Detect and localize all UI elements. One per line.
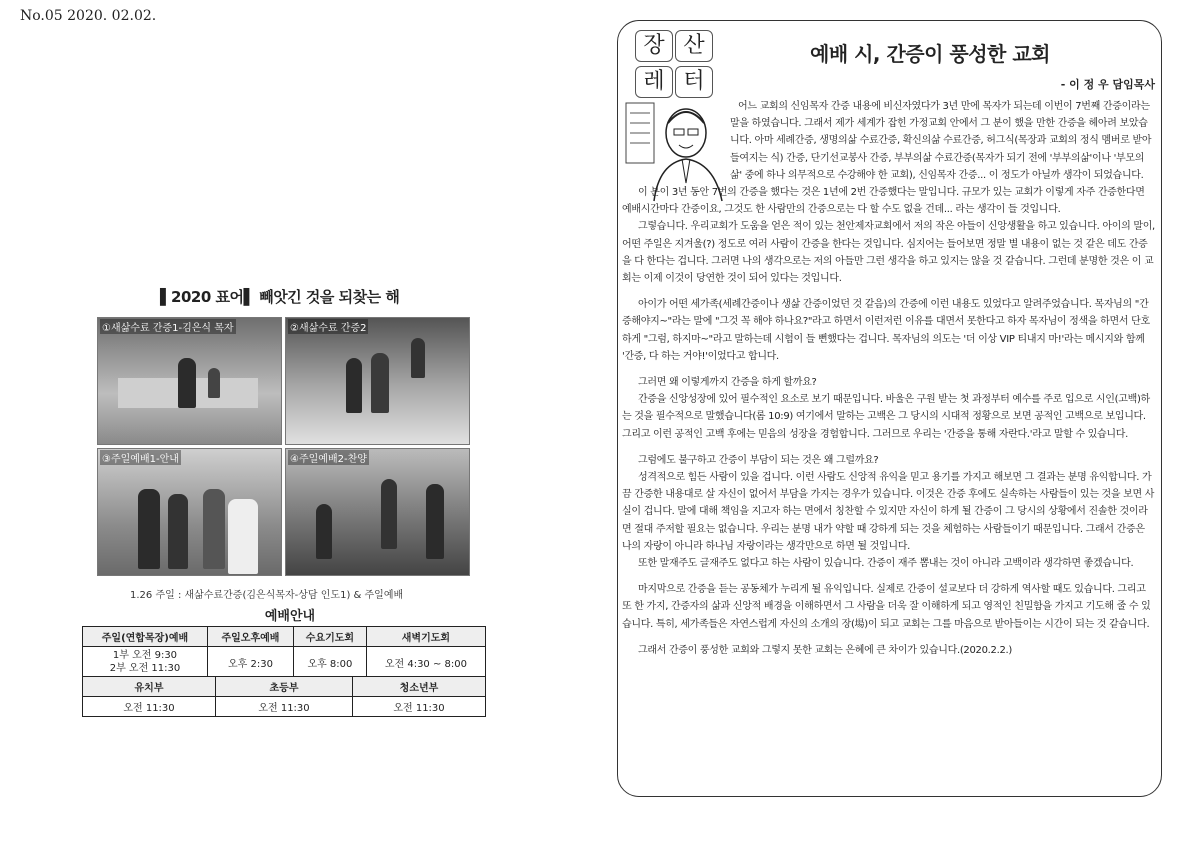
annual-motto: ▌2020 표어▌ 빼앗긴 것을 되찾는 해 xyxy=(160,288,400,306)
table-header: 유치부 xyxy=(83,677,216,697)
badge-char: 레 xyxy=(635,66,673,98)
paragraph: 간증을 신앙성장에 있어 필수적인 요소로 보기 때문입니다. 바울은 구원 받는 첫 과정부터 예수를 주로 입으로 시인(고백)하는 것을 필수적으로 말했습니다(롬 10:9) 여기에서 말하는 고백은 그 당시의 시대적 정황으로 보면 공적인 고백으로 보입니다. 그리고 이런 공적인 고백 후에는 믿음의 성장을 경험합니다. 그러므로 우리는 '간증을 통해 자란다.'라고 말할 수 있습니다. xyxy=(622,394,1150,440)
table-cell xyxy=(83,647,208,678)
photo-label: ④주일예배2-찬양 xyxy=(288,450,369,465)
photo-label: ②새삶수료 간증2 xyxy=(288,319,368,334)
paragraph: 마지막으로 간증을 듣는 공동체가 누리게 될 유익입니다. 실제로 간증이 설교보다 더 강하게 역사할 때도 있습니다. 그리고 또 한 가지, 간증자의 삶과 신앙적 배경을 이해하면서 그 사람을 더욱 잘 이해하게 되고 영적인 친밀함을 가지고 기도해 줄 수 있습니다. 특히, 세가족들은 자연스럽게 자신의 소개의 장(場)이 되고 교회는 그를 마음으로 받아들이는 시간이 되는 것 같습니다. xyxy=(622,584,1151,630)
table-cell: 오전 11:30 xyxy=(83,697,216,717)
badge-char: 장 xyxy=(635,30,673,62)
paragraph: 그럼에도 불구하고 간증이 부담이 되는 것은 왜 그럴까요? xyxy=(638,454,879,466)
service-time: 1부 오전 9:30 xyxy=(112,650,178,661)
column-badge xyxy=(635,30,715,100)
article-title: 예배 시, 간증이 풍성한 교회 xyxy=(810,42,1050,66)
table-cell: 오전 11:30 xyxy=(353,697,486,717)
paragraph: 또한 말재주도 글재주도 없다고 하는 사람이 있습니다. 간증이 재주 뽐내는 것이 아니라 고백이라 생각하면 좋겠습니다. xyxy=(638,558,1134,570)
table-header: 수요기도회 xyxy=(294,627,367,647)
paragraph: 그러면 왜 이렇게까지 간증을 하게 할까요? xyxy=(638,377,817,389)
article-body xyxy=(622,98,1155,659)
photo-testimony-1 xyxy=(97,317,282,445)
issue-date: No.05 2020. 02.02. xyxy=(20,8,157,24)
photo-caption: 1.26 주일 : 새삶수료간증(김은식목자-상담 인도1) & 주일예배 xyxy=(130,590,404,601)
badge-char: 터 xyxy=(675,66,713,98)
photo-label: ③주일예배1-안내 xyxy=(100,450,181,465)
paragraph: 아이가 어떤 세가족(세례간증이나 생삶 간증이었던 것 같음)의 간증에 이런 내용도 있었다고 알려주었습니다. 목자님의 "간증해야지~"라는 말에 "그것 꼭 해야 하나요?"라고 하면서 이런저런 이유를 대면서 못한다고 하자 목자님이 정색을 하면서 단호하게 "그럼, 하지마~"라고 말하는데 시험이 들 뻔했다는 겁니다. 목자님의 의도는 '더 이상 VIP 티내지 마!'라는 메시지와 함께 '간증, 다 하는 거야!'이었다고 합니다. xyxy=(622,299,1150,362)
table-header: 새벽기도회 xyxy=(366,627,485,647)
badge-char: 산 xyxy=(675,30,713,62)
photo-label: ①새삶수료 간증1-김은식 목자 xyxy=(100,319,236,334)
photo-worship-praise xyxy=(285,448,470,576)
table-cell: 오후 2:30 xyxy=(207,647,293,678)
worship-title: 예배안내 xyxy=(264,609,316,624)
photo-grid xyxy=(97,317,470,575)
children-schedule-table xyxy=(82,676,486,717)
service-time: 2부 오전 11:30 xyxy=(109,663,181,674)
table-cell: 오전 11:30 xyxy=(215,697,352,717)
table-cell: 오전 4:30 ~ 8:00 xyxy=(366,647,485,678)
worship-schedule-table xyxy=(82,626,486,678)
paragraph: 어느 교회의 신임목자 간증 내용에 비신자였다가 3년 만에 목자가 되는데 이번이 7번째 간증이라는 말을 하였습니다. 그래서 제가 세계가 잡힌 가정교회 안에서 그 분이 했을 만한 간증을 헤아려 보았습니다. 아마 세례간증, 생명의삶 수료간증, 확신의삶 수료간증, 허그식(목장과 교회의 정식 멤버로 받아들여지는 식) 간증, 단기선교봉사 간증, 부부의삶 수료간증(목자가 되기 전에 '부부의삶'이나 '부모의삶' 중에 하나 의무적으로 수강해야 한 교회), 신임목자 간증... 이 정도가 아닐까 생각이 되었습니다. xyxy=(730,101,1152,181)
table-header: 초등부 xyxy=(215,677,352,697)
table-header: 청소년부 xyxy=(353,677,486,697)
closing-paragraph: 그래서 간증이 풍성한 교회와 그렇지 못한 교회는 은혜에 큰 차이가 있습니다.(2020.2.2.) xyxy=(638,644,1013,656)
table-cell: 오후 8:00 xyxy=(294,647,367,678)
paragraph: 성격적으로 힘든 사람이 있을 겁니다. 이런 사람도 신앙적 유익을 믿고 용기를 가지고 해보면 그 결과는 분명 유익합니다. 가끔 간증한 내용대로 살 자신이 없어서 부담을 가지는 경우가 있습니다. 이것은 간증 후에도 실속하는 사람들이 있는 것을 보면 사실이 겁니다. 말에 대해 책임을 지고자 하는 면에서 칭찬할 수 있지만 자신이 하게 될 간증이 그 당시의 상황에서 진솔한 것이라면 절대 주저할 필요는 없습니다. 우리는 분명 내가 약할 때 강하게 되는 것을 체험하는 사람들이기 때문입니다. 그래서 간증은 나의 자랑이 아니라 하나님 자랑이라는 생각만으로 하면 될 것입니다. xyxy=(622,472,1155,552)
photo-testimony-2 xyxy=(285,317,470,445)
table-header: 주일(연합목장)예배 xyxy=(83,627,208,647)
article-author: - 이 정 우 담임목사 xyxy=(1060,78,1155,91)
table-header: 주일오후예배 xyxy=(207,627,293,647)
paragraph: 이 분이 3년 동안 7번의 간증을 했다는 것은 1년에 2번 간증했다는 말입니다. 규모가 있는 교회가 이렇게 자주 간증한다면 예배시간마다 간증이요, 그것도 한 사람만의 간증으로는 다 할 수도 없을 건데... 라는 생각이 들 것입니다. xyxy=(622,187,1145,216)
paragraph: 그렇습니다. 우리교회가 도움을 얻은 적이 있는 천안제자교회에서 저의 작은 아들이 신앙생활을 하고 있습니다. 아이의 말이, 어떤 주일은 지겨울(?) 정도로 여러 사람이 간증을 한다는 것입니다. 심지어는 들어보면 정말 별 내용이 없는 것 같은 데도 간증을 다 한다는 겁니다. 그러면 나의 생각으로는 저의 아들만 그런 생각을 하고 있지는 않을 것 같습니다. 그런데 분명한 것은 이 교회는 이제 이것이 당연한 것이 되어 있다는 것입니다. xyxy=(622,221,1155,285)
photo-worship-greeting xyxy=(97,448,282,576)
